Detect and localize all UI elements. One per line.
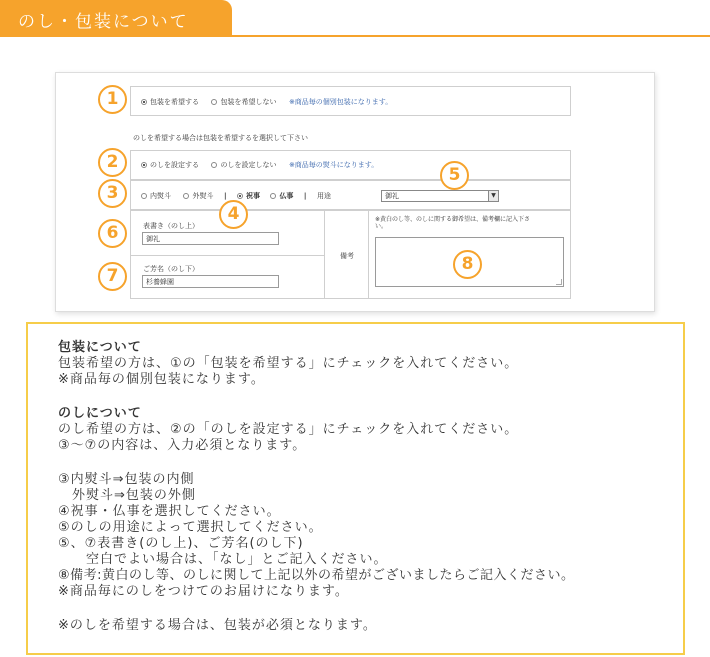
badge-3: 3	[98, 179, 127, 208]
section-header	[0, 0, 710, 37]
form-screenshot-panel	[55, 72, 655, 312]
purpose-label: 用途	[316, 192, 331, 200]
name-label: ご芳名（のし下）	[143, 265, 199, 273]
page-title: のし・包装について	[18, 12, 189, 32]
wrap-option-label: 包装を希望する	[150, 98, 199, 106]
outer-noshi-option[interactable]	[183, 192, 213, 200]
noshi-set-option[interactable]	[141, 161, 199, 169]
noshi-set-label: のしを設定する	[150, 161, 199, 169]
nowrap-option[interactable]	[211, 98, 276, 106]
purpose-selected-value: 御礼	[385, 192, 399, 200]
badge-1: 1	[98, 85, 127, 114]
explanation-line: ③～⑦の内容は、入力必須となります。	[58, 438, 307, 453]
explanation-box	[26, 322, 685, 655]
celebration-label: 祝事	[245, 192, 260, 200]
noshi-noset-option[interactable]	[211, 161, 276, 169]
explanation-line: ※のしを希望する場合は、包装が必須となります。	[58, 618, 377, 633]
radio-icon[interactable]	[141, 193, 147, 199]
wrap-option[interactable]	[141, 98, 199, 106]
buddhist-label: 仏事	[279, 192, 294, 200]
wrap-note: ※商品毎の個別包装になります。	[288, 98, 393, 106]
noshi-instruction: のしを希望する場合は包装を希望するを選択して下さい	[133, 134, 308, 142]
celebration-option[interactable]	[237, 192, 260, 200]
radio-icon[interactable]	[211, 162, 217, 168]
badge-2: 2	[98, 148, 127, 177]
header-underline	[0, 35, 710, 37]
explanation-line: ③内熨斗⇒包装の内側	[58, 472, 195, 487]
explanation-line: ⑤、⑦表書き(のし上)、ご芳名(のし下)	[58, 536, 304, 551]
radio-icon[interactable]	[270, 193, 276, 199]
remarks-note-line2: い。	[375, 223, 388, 230]
chevron-down-icon[interactable]: ▼	[488, 191, 498, 201]
explanation-line: ※商品毎にのしをつけてのお届けになります。	[58, 584, 349, 599]
explanation-line: ⑤のしの用途によって選択してください。	[58, 520, 323, 535]
noshi-row	[130, 150, 571, 180]
explanation-line: 包装希望の方は、①の「包装を希望する」にチェックを入れてください。	[58, 356, 519, 371]
inner-noshi-option[interactable]	[141, 192, 171, 200]
badge-5: 5	[440, 161, 469, 190]
separator: |	[303, 192, 307, 200]
radio-icon[interactable]	[211, 99, 217, 105]
noshi-detail-block	[130, 210, 571, 299]
purpose-select[interactable]	[381, 190, 499, 202]
nowrap-option-label: 包装を希望しない	[220, 98, 277, 106]
omote-input[interactable]: 御礼	[142, 232, 279, 245]
radio-checked-icon[interactable]	[237, 193, 243, 199]
outer-noshi-label: 外熨斗	[192, 192, 214, 200]
explanation-line: ④祝事・仏事を選択してください。	[58, 504, 281, 519]
explanation-line: 空白でよい場合は、「なし」とご記入ください。	[58, 552, 388, 567]
noshi-type-row	[130, 180, 571, 210]
explanation-line: のし希望の方は、②の「のしを設定する」にチェックを入れてください。	[58, 422, 519, 437]
header-tab	[0, 0, 232, 35]
resize-handle-icon[interactable]	[556, 279, 562, 285]
radio-checked-icon[interactable]	[141, 162, 147, 168]
explanation-line: ※商品毎の個別包装になります。	[58, 372, 265, 387]
badge-8: 8	[453, 250, 482, 279]
noshi-note: ※商品毎の熨斗になります。	[288, 161, 379, 169]
inner-noshi-label: 内熨斗	[150, 192, 171, 200]
wrapping-heading: 包装について	[58, 340, 142, 355]
remarks-label: 備考	[340, 252, 354, 260]
radio-checked-icon[interactable]	[141, 99, 147, 105]
radio-icon[interactable]	[183, 193, 189, 199]
wrapping-row	[130, 86, 571, 116]
divider	[368, 211, 369, 298]
omote-label: 表書き（のし上）	[143, 222, 199, 230]
badge-6: 6	[98, 219, 127, 248]
name-input[interactable]: 杉養蜂園	[142, 275, 279, 288]
noshi-noset-label: のしを設定しない	[220, 161, 277, 169]
badge-7: 7	[98, 262, 127, 291]
badge-4: 4	[219, 200, 248, 229]
divider	[324, 211, 325, 298]
buddhist-option[interactable]	[270, 192, 293, 200]
explanation-line: 外熨斗⇒包装の外側	[58, 488, 196, 503]
divider	[131, 255, 324, 256]
remarks-note-line1: ※黄白のし等、のしに関する御希望は、備考欄に記入下さ	[375, 216, 531, 223]
separator: |	[223, 192, 227, 200]
noshi-heading: のしについて	[58, 406, 142, 421]
explanation-line: ⑧備考:黄白のし等、のしに関して上記以外の希望がございましたらご記入ください。	[58, 568, 575, 583]
